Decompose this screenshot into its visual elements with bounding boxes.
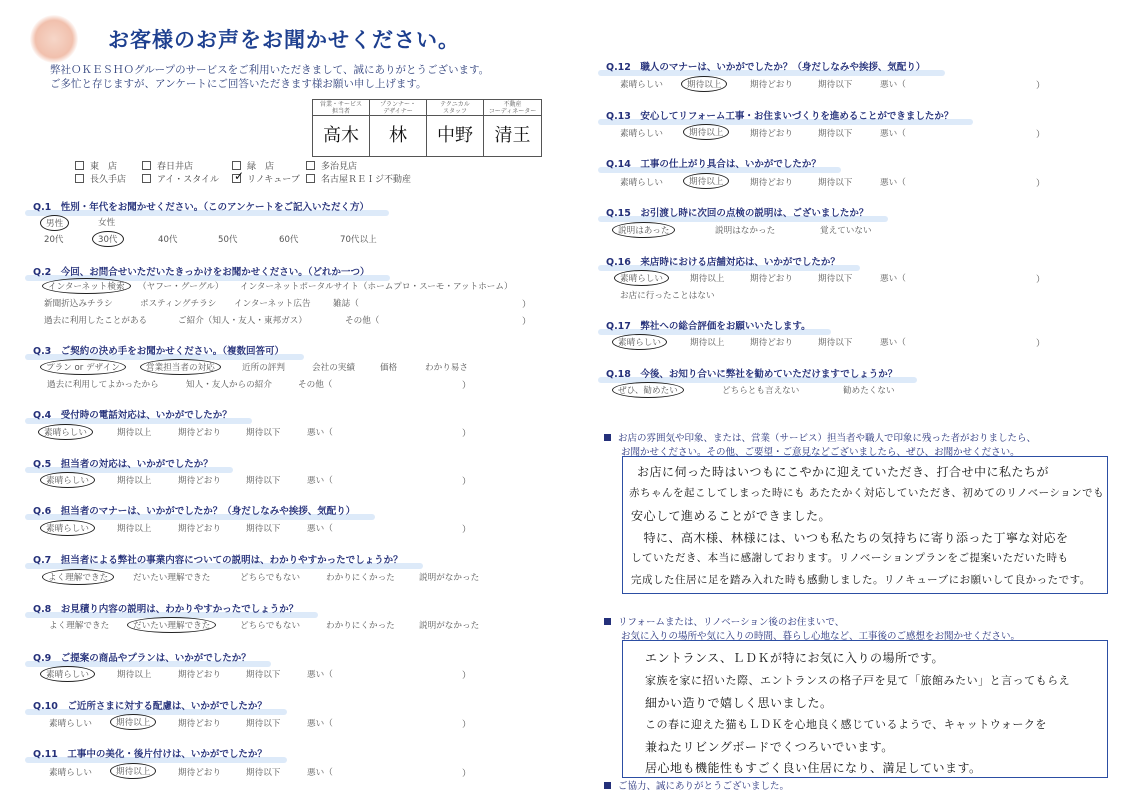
q3-clarity[interactable]: わかり易さ bbox=[425, 363, 468, 373]
free1-label-1: お店の雰囲気や印象、または、営業（サービス）担当者や職人で印象に残った者がおりましたら、 bbox=[604, 430, 1036, 444]
q17-below[interactable]: 期待以下 bbox=[818, 338, 853, 348]
checkbox[interactable] bbox=[306, 174, 315, 183]
q2-magazine-close: ） bbox=[522, 300, 532, 310]
q2-internet-search[interactable]: インターネット検索 bbox=[42, 278, 131, 294]
staff-role-realestate: 不動産 コーディネーター bbox=[484, 100, 541, 116]
q8-understood-well[interactable]: よく理解できた bbox=[49, 621, 110, 631]
q10-as-expected[interactable]: 期待どおり bbox=[178, 719, 221, 729]
q2-internet-ad[interactable]: インターネット広告 bbox=[234, 299, 311, 309]
staff-role-technical: テクニカル スタッフ bbox=[427, 100, 484, 116]
q9-above[interactable]: 期待以上 bbox=[117, 670, 152, 680]
q4-bad[interactable]: 悪い（ bbox=[307, 428, 333, 438]
checkbox[interactable] bbox=[306, 161, 315, 170]
q18-label: Q.18 今後、お知り合いに弊社を勧めていただけますでしょうか？ bbox=[606, 366, 897, 380]
square-bullet-icon bbox=[604, 618, 611, 625]
q18-recommend[interactable]: ぜひ、勧めたい bbox=[612, 382, 684, 398]
checkbox[interactable] bbox=[75, 174, 84, 183]
q7-understood-well[interactable]: よく理解できた bbox=[42, 569, 114, 585]
q16-bad[interactable]: 悪い（ bbox=[880, 274, 906, 284]
q3-track-record[interactable]: 会社の実績 bbox=[312, 363, 355, 373]
q12-label: Q.12 職人のマナーは、いかがでしたか？（身だしなみや挨拶、気配り） bbox=[606, 59, 925, 73]
q13-bad[interactable]: 悪い（ bbox=[880, 129, 906, 139]
q8-mostly-understood[interactable]: だいたい理解できた bbox=[127, 617, 216, 633]
q1-age-40s[interactable]: 40代 bbox=[158, 235, 178, 245]
q5-above[interactable]: 期待以上 bbox=[117, 476, 152, 486]
q13-below[interactable]: 期待以下 bbox=[818, 129, 853, 139]
q10-bad[interactable]: 悪い（ bbox=[307, 719, 333, 729]
staff-role-sales: 営業・サービス 担当者 bbox=[313, 100, 370, 116]
q3-other-close: ） bbox=[462, 381, 472, 391]
red-stamp bbox=[30, 15, 78, 63]
shop-option[interactable]: 緑 店 bbox=[232, 159, 274, 172]
q14-label: Q.14 工事の仕上がり具合は、いかがでしたか？ bbox=[606, 156, 821, 170]
q18-not-recommend[interactable]: 勧めたくない bbox=[843, 386, 895, 396]
q12-above[interactable]: 期待以上 bbox=[681, 76, 727, 92]
staff-name-sales: 高木 bbox=[313, 116, 370, 156]
q10-above[interactable]: 期待以上 bbox=[110, 714, 156, 730]
q13-excellent[interactable]: 素晴らしい bbox=[620, 129, 663, 139]
checkbox[interactable] bbox=[142, 174, 151, 183]
q2-other[interactable]: その他（ bbox=[345, 316, 380, 326]
q4-excellent[interactable]: 素晴らしい bbox=[38, 424, 93, 440]
q1-gender-female[interactable]: 女性 bbox=[98, 218, 116, 228]
q16-above[interactable]: 期待以上 bbox=[690, 274, 725, 284]
q1-age-50s[interactable]: 50代 bbox=[218, 235, 238, 245]
q15-not-explained[interactable]: 説明はなかった bbox=[715, 226, 776, 236]
q11-close: ） bbox=[462, 769, 472, 779]
q6-above[interactable]: 期待以上 bbox=[117, 524, 152, 534]
q3-sales-staff[interactable]: 営業担当者の対応 bbox=[140, 359, 221, 375]
free2-line: 細かい造りで嬉しく思いました。 bbox=[645, 696, 833, 710]
q16-below[interactable]: 期待以下 bbox=[818, 274, 853, 284]
q11-excellent[interactable]: 素晴らしい bbox=[49, 768, 92, 778]
q4-above[interactable]: 期待以上 bbox=[117, 428, 152, 438]
q9-as-expected[interactable]: 期待どおり bbox=[178, 670, 221, 680]
q14-below[interactable]: 期待以下 bbox=[818, 178, 853, 188]
q13-label: Q.13 安心してリフォーム工事・お住まいづくりを進めることができましたか？ bbox=[606, 108, 953, 122]
page-title: お客様のお声をお聞かせください。 bbox=[108, 28, 460, 52]
q16-label: Q.16 来店時における店舗対応は、いかがでしたか？ bbox=[606, 254, 840, 268]
q9-excellent[interactable]: 素晴らしい bbox=[40, 666, 95, 682]
q2-posting-flyer[interactable]: ポスティングチラシ bbox=[140, 299, 217, 309]
free1-answer-box[interactable] bbox=[622, 456, 1108, 594]
intro-line-2: ご多忙と存じますが、アンケートにご回答いただきます様お願い申し上げます。 bbox=[50, 78, 427, 90]
staff-name-realestate: 清王 bbox=[494, 125, 531, 146]
q11-bad[interactable]: 悪い（ bbox=[307, 768, 333, 778]
q1-gender-male[interactable]: 男性 bbox=[40, 215, 69, 231]
q16-close: ） bbox=[1036, 275, 1046, 285]
q2-search-engines: （ヤフー・グーグル） bbox=[138, 282, 224, 292]
q12-as-expected[interactable]: 期待どおり bbox=[750, 80, 793, 90]
q1-age-70plus[interactable]: 70代以上 bbox=[340, 235, 377, 245]
free2-line: 家族を家に招いた際、エントランスの格子戸を見て「旅館みたい」と言ってもらえ bbox=[645, 674, 1071, 687]
q9-close: ） bbox=[462, 671, 472, 681]
q15-dont-remember[interactable]: 覚えていない bbox=[820, 226, 872, 236]
free1-line: 安心して進めることができました。 bbox=[631, 509, 832, 523]
q4-label: Q.4 受付時の電話対応は、いかがでしたか？ bbox=[33, 407, 232, 421]
free2-line: エントランス、ＬＤＫが特にお気に入りの場所です。 bbox=[645, 651, 945, 665]
q2-referral[interactable]: ご紹介（知人・友人・東邦ガス） bbox=[178, 316, 307, 326]
q2-label: Q.2 今回、お問合せいただいたきっかけをお聞かせください。（どれか一つ） bbox=[33, 264, 370, 278]
q1-label: Q.1 性別・年代をお聞かせください。（このアンケートをご記入いただく方） bbox=[33, 199, 369, 213]
q10-label: Q.10 ご近所さまに対する配慮は、いかがでしたか？ bbox=[33, 698, 267, 712]
q10-below[interactable]: 期待以下 bbox=[246, 719, 281, 729]
staff-role-planner: プランナー・ デザイナー bbox=[370, 100, 427, 116]
checkbox[interactable] bbox=[142, 161, 151, 170]
q14-as-expected[interactable]: 期待どおり bbox=[750, 178, 793, 188]
q3-referral[interactable]: 知人・友人からの紹介 bbox=[186, 380, 272, 390]
shop-option[interactable]: 長久手店 bbox=[75, 172, 126, 185]
q12-excellent[interactable]: 素晴らしい bbox=[620, 80, 663, 90]
q16-as-expected[interactable]: 期待どおり bbox=[750, 274, 793, 284]
q15-explained[interactable]: 説明はあった bbox=[612, 222, 675, 238]
free1-line: 完成した住居に足を踏み入れた時も感動しました。リノキューブにお願いして良かったです。 bbox=[631, 574, 1091, 586]
q11-above[interactable]: 期待以上 bbox=[110, 763, 156, 779]
q17-label: Q.17 弊社への総合評価をお願いいたします。 bbox=[606, 318, 811, 332]
q14-above[interactable]: 期待以上 bbox=[683, 173, 729, 189]
staff-table bbox=[312, 99, 542, 157]
q9-bad[interactable]: 悪い（ bbox=[307, 670, 333, 680]
q3-price[interactable]: 価格 bbox=[380, 363, 398, 373]
q11-as-expected[interactable]: 期待どおり bbox=[178, 768, 221, 778]
square-bullet-icon bbox=[604, 782, 611, 789]
q7-hard[interactable]: わかりにくかった bbox=[326, 573, 395, 583]
q6-close: ） bbox=[462, 525, 472, 535]
q14-close: ） bbox=[1036, 179, 1046, 189]
q4-below[interactable]: 期待以下 bbox=[246, 428, 281, 438]
q1-age-60s[interactable]: 60代 bbox=[279, 235, 299, 245]
q2-magazine[interactable]: 雑誌（ bbox=[333, 299, 359, 309]
q8-hard[interactable]: わかりにくかった bbox=[326, 621, 395, 631]
q6-below[interactable]: 期待以下 bbox=[246, 524, 281, 534]
q11-label: Q.11 工事中の美化・後片付けは、いかがでしたか？ bbox=[33, 746, 267, 760]
q17-close: ） bbox=[1036, 339, 1046, 349]
free2-answer-box[interactable] bbox=[622, 640, 1108, 778]
q1-age-20s[interactable]: 20代 bbox=[44, 235, 64, 245]
q13-above[interactable]: 期待以上 bbox=[683, 124, 729, 140]
q5-excellent[interactable]: 素晴らしい bbox=[40, 472, 95, 488]
q12-bad[interactable]: 悪い（ bbox=[880, 80, 906, 90]
shop-option[interactable]: 多治見店 bbox=[306, 159, 357, 172]
q17-as-expected[interactable]: 期待どおり bbox=[750, 338, 793, 348]
q2-newspaper-flyer[interactable]: 新聞折込みチラシ bbox=[44, 299, 113, 309]
free1-line: お店に伺った時はいつもにこやかに迎えていただき、打合せ中に私たちが bbox=[637, 465, 1050, 479]
shop-option[interactable]: 東 店 bbox=[75, 159, 117, 172]
q8-label: Q.8 お見積り内容の説明は、わかりやすかったでしょうか？ bbox=[33, 601, 298, 615]
q7-mostly-understood[interactable]: だいたい理解できた bbox=[133, 573, 211, 583]
q2-past-use[interactable]: 過去に利用したことがある bbox=[44, 316, 148, 326]
q16-never-visited[interactable]: お店に行ったことはない bbox=[620, 291, 715, 301]
q3-label: Q.3 ご契約の決め手をお聞かせください。（複数回答可） bbox=[33, 343, 284, 357]
free1-line: 赤ちゃんを起こしてしまった時にも あたたかく対応していただき、初めてのリノベーションでも bbox=[629, 487, 1105, 499]
checked-checkbox[interactable]: ✓ bbox=[234, 169, 245, 183]
q17-above[interactable]: 期待以上 bbox=[690, 338, 725, 348]
q4-as-expected[interactable]: 期待どおり bbox=[178, 428, 221, 438]
q12-close: ） bbox=[1036, 81, 1046, 91]
q14-bad[interactable]: 悪い（ bbox=[880, 178, 906, 188]
q6-as-expected[interactable]: 期待どおり bbox=[178, 524, 221, 534]
q5-below[interactable]: 期待以下 bbox=[246, 476, 281, 486]
free2-line: 兼ねたリビングボードでくつろいでいます。 bbox=[645, 740, 894, 754]
shop-option[interactable]: 名古屋ＲＥＩジ不動産 bbox=[306, 172, 411, 185]
free2-line: この春に迎えた猫もＬＤＫを心地良く感じているようで、キャットウォークを bbox=[645, 718, 1047, 731]
q6-label: Q.6 担当者のマナーは、いかがでしたか？（身だしなみや挨拶、気配り） bbox=[33, 503, 355, 517]
free2-label-2: お気に入りの場所や気に入りの時間、暮らし心地など、工事後のご感想をお聞かせください。 bbox=[621, 631, 1021, 642]
q15-label: Q.15 お引渡し時に次回の点検の説明は、ございましたか？ bbox=[606, 205, 868, 219]
q17-excellent[interactable]: 素晴らしい bbox=[612, 334, 667, 350]
free1-line: 特に、高木様、林様には、いつも私たちの気持ちに寄り添った丁寧な対応を bbox=[631, 531, 1069, 545]
checkbox[interactable] bbox=[75, 161, 84, 170]
q6-excellent[interactable]: 素晴らしい bbox=[40, 520, 95, 536]
square-bullet-icon bbox=[604, 434, 611, 441]
q6-bad[interactable]: 悪い（ bbox=[307, 524, 333, 534]
q5-as-expected[interactable]: 期待どおり bbox=[178, 476, 221, 486]
shop-option-checked[interactable]: ✓ リノキューブ bbox=[234, 169, 300, 185]
q18-neutral[interactable]: どちらとも言えない bbox=[722, 386, 800, 396]
shop-option[interactable]: 春日井店 bbox=[142, 159, 193, 172]
q1-age-30s[interactable]: 30代 bbox=[92, 231, 124, 247]
q11-below[interactable]: 期待以下 bbox=[246, 768, 281, 778]
shop-option[interactable]: アイ・スタイル bbox=[142, 172, 219, 185]
q9-below[interactable]: 期待以下 bbox=[246, 670, 281, 680]
q8-neutral[interactable]: どちらでもない bbox=[240, 621, 301, 631]
q4-close: ） bbox=[462, 429, 472, 439]
q3-reputation[interactable]: 近所の評判 bbox=[242, 363, 285, 373]
q3-other[interactable]: その他（ bbox=[298, 380, 333, 390]
q3-past-use[interactable]: 過去に利用してよかったから bbox=[47, 380, 159, 390]
q16-excellent[interactable]: 素晴らしい bbox=[614, 270, 669, 286]
q13-as-expected[interactable]: 期待どおり bbox=[750, 129, 793, 139]
free2-label-1: リフォームまたは、リノベーション後のお住まいで、 bbox=[604, 614, 844, 628]
q7-neutral[interactable]: どちらでもない bbox=[240, 573, 301, 583]
q7-label: Q.7 担当者による弊社の事業内容についての説明は、わかりやすかったでしょうか？ bbox=[33, 552, 403, 566]
q5-bad[interactable]: 悪い（ bbox=[307, 476, 333, 486]
free2-line: 居心地も機能性もすごく良い住居になり、満足しています。 bbox=[645, 761, 982, 775]
q5-close: ） bbox=[462, 477, 472, 487]
q5-label: Q.5 担当者の対応は、いかがでしたか？ bbox=[33, 456, 213, 470]
q14-excellent[interactable]: 素晴らしい bbox=[620, 178, 663, 188]
q9-label: Q.9 ご提案の商品やプランは、いかがでしたか？ bbox=[33, 650, 251, 664]
free1-line: していただき、本当に感謝しております。リノベーションプランをご提案いただいた時も bbox=[631, 552, 1069, 564]
q2-other-close: ） bbox=[522, 317, 532, 327]
q17-bad[interactable]: 悪い（ bbox=[880, 338, 906, 348]
q8-no-explanation[interactable]: 説明がなかった bbox=[419, 621, 480, 631]
intro-line-1: 弊社ＯＫＥＳＨＯグループのサービスをご利用いただきまして、誠にありがとうございます。 bbox=[50, 64, 490, 76]
q2-portal-site[interactable]: インターネットポータルサイト（ホームプロ・スーモ・アットホーム） bbox=[240, 282, 513, 292]
q7-no-explanation[interactable]: 説明がなかった bbox=[419, 573, 480, 583]
q12-below[interactable]: 期待以下 bbox=[818, 80, 853, 90]
q13-close: ） bbox=[1036, 130, 1046, 140]
q3-plan-design[interactable]: プラン or デザイン bbox=[40, 359, 126, 375]
staff-name-technical: 中野 bbox=[427, 116, 484, 156]
staff-name-planner: 林 bbox=[370, 116, 427, 156]
thanks-note: ご協力、誠にありがとうございました。 bbox=[604, 778, 789, 792]
free1-label-2: お聞かせください。その他、ご要望・ご意見などございましたら、ぜひ、お聞かせください。 bbox=[621, 447, 1020, 458]
q10-excellent[interactable]: 素晴らしい bbox=[49, 719, 92, 729]
q10-close: ） bbox=[462, 720, 472, 730]
